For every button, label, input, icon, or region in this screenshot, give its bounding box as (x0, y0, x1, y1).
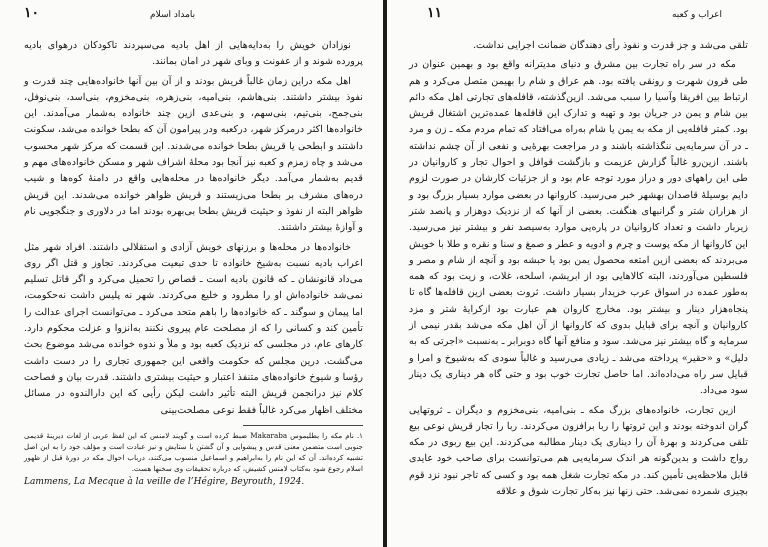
left-page (0, 0, 383, 547)
left-paragraph-3: خانواده‌ها در محله‌ها و برزنهای خویش آزادی و استقلالی داشتند. افراد شهر مثل اعراب بادیه نسبت به‌شیخ خانواده تا حدی تبعیت می‌کردند. تجاوز و قتل اگر روی می‌داد قانونشان ـ که قانون بادیه است ـ قصاص را تحمیل می‌کرد و اگر قاتل تسلیم نمی‌شد خانواده‌اش او را مطرود و خلیع می‌کردند. شهر نه پلیس داشت نه‌حکومت، اما پیمان و سوگند ـ که خانواده‌ها را باهم متحد می‌کرد ـ می‌توانست اجرای عدالت را تأمین کند و کسانی را که از مصلحت عام پیروی نکنند به‌انزوا و عزلت محکوم دارد. کارهای عام، در مجلسی که نزدیک کعبه بود و ملأ و ندوه خوانده می‌شد موضوع بحث می‌گشت. درین مجلس که حکومت واقعی این جمهوری تجاری را در دست داشت رؤسا و شیوخ خانواده‌های متنفذ اعتبار و حیثیت بیشتری داشتند. قدرت بیان و فصاحت کلام نیز درانجمن قریش البته تأثیر داشت لیکن رأیی که این دارالندوه در مسائل مختلف اظهار می‌کرد غالباً فقط نوعی مصلحت‌بینی (24, 241, 363, 416)
footnote-divider (243, 425, 363, 426)
left-footnote-reference: Lammens, La Mecque à la veille de l’Hégire, Beyrouth, 1924. (24, 476, 305, 487)
right-page (387, 0, 768, 547)
right-paragraph-3: ازین تجارت، خانواده‌های بزرگ مکه ـ بنی‌امیه، بنی‌مخزوم و دیگران ـ ثروتهایی گران اندوخته بودند و این ثروتها را ربا برافزون می‌کردند. ربا را تجار قریش نوعی بیع تلقی می‌کردند و بهرهٔ آن را دیناری یک دینار مطالبه می‌کردند. این بیع ربوی در مکه رواج داشت و بدین‌گونه هر اندک سرمایه‌یی هم می‌توانست برای صاحب خود عایدی قابل ملاحظه‌یی تأمین کند. در مکه تجارت شغل همه بود و کسی که تاجر نبود نزد قوم بچیزی شمرده نمی‌شد. حتی زنها نیز به‌کار تجارت شوق و علاقه (409, 404, 748, 498)
left-page-number: ۱۰ (24, 5, 40, 21)
right-paragraph-2: مکه در سر راه تجارت بین مشرق و دنیای مدیترانه واقع بود و بهمین عنوان در طی قرون شهرت و رونقی یافته بود. هم عراق و شام را بهیمن متصل می‌کرد و هم ارتباط بین افریقا وآسیا را سبب می‌شد. ازین‌گذشته، قافله‌های تجارتی اهل مکه دائم بین شام و یمن در جریان بود و تهیه و تدارک این قافله‌ها عمده‌ترین اشتغال قریش بود. کمتر قافله‌یی از مکه به یمن یا شام به‌راه می‌افتاد که تمام مردم مکه ـ زن و مرد ـ در آن سرمایه‌یی ننگذاشته باشند و در مراجعت بهرهٔ‌یی و نفعی از آن چشم نداشته باشند. ازین‌رو غالباً گزارش عزیمت و بازگشت قوافل و احوال تجار و کاروانیان در طی این راههای دور و دراز مورد توجه عام بود و از جزئیات کارشان در صورت لزوم دایم بوسیلهٔ قاصدان بهشهر خبر می‌رسید. کاروانها در بعضی موارد بسیار بزرگ بود و از هزاران شتر و گرانبهای هنگفت. بعضی از آنها که از نزدیک دوهزار و پانصد شتر زیربار داشت و تعداد کاروانیان در پاره‌یی موارد به‌سیصد نفر و بیشتر نیز می‌رسید. این کاروانها از مکه پوست و چرم و ادویه و عطر و صمغ و سنا و نقره و طلا با خویش می‌بردند که بعضی ازین امتعه محصول یمن بود یا حبشه بود و آنچه از شام و مصر و فلسطین می‌آوردند، البته کالاهایی بود از ابریشم، اسلحه، غلات، و زیت بود که همه به‌طور عمده در اسواق عرب خریدار بسیار داشت. ثروت بعضی ازین قافله‌ها گاه تا پنجاه‌هزار دینار و بیشتر بود. مخارج کاروان هم عبارت بود ازکرایهٔ شتر و مزد کاروانیان و آنچه برای قبایل بدوی که کاروانها از آن اهل مکه می‌شد بقدر نیمی از سرمایه و گاه بیشتر نیز می‌شد. سود و منافع آنها گاه دوبرابر ـ به‌نسبت «اجرتی که به دلیل» و «حقیر» پرداخته می‌شد ـ زیادی می‌رسید و غالباً سودی که به‌شیوخ و امرا و قبایل سر راه می‌داده‌اند. اما حاصل تجارت خوب بود و حتی گاه هر دیناری یک دینار سود می‌داد. (409, 59, 748, 397)
left-running-head (0, 5, 383, 26)
left-footnote: ۱. نام مکه را بطلیموس Makaraba ضبط کرده است و گویند لامنس که این لفظ عربی از لغات دیرینهٔ قدیمی جنوبی است متضمن معنی قدس و پیشوایی و آن گشتن با ستایش و نیز عبادت است و مؤلف خود را به این اصل تشبیه کرده‌اند. آن که این نام را به‌ابراهیم و اسماعیل منسوب می‌کنند، درباب احوال مکه در دورهٔ قبل از ظهور اسلام رجوع شود به‌کتاب لامنس کشیش، که درباره تحقیقات وی سخنها هست. (24, 430, 364, 473)
right-paragraph-1: تلقی می‌شد و جز قدرت و نفوذ رأی دهندگان ضمانت اجرایی نداشت. (472, 40, 748, 51)
right-running-title: اعراب و کعبه (671, 10, 722, 20)
left-paragraph-2: اهل مکه دراین زمان غالباً قریش بودند و از آن بین آنها خانواده‌هایی چند قدرت و نفوذ بیشتر داشتند. بنی‌هاشم، بنی‌امیه، بنی‌زهره، بنی‌مخزوم، بنی‌اسد، بنی‌نوفل، بنی‌جمح، بنی‌تیم، بنی‌سهم، و بنی‌عدی ازین چند خانواده به‌شمار می‌آمدند. این خانواده‌ها اکثر درمرکز شهر، درکعبه ودر پیرامون آن که بطحا خوانده می‌شد، سکونت داشتند و ابطحی یا قریش بطحا خوانده می‌شدند. این قسمت که مرکز شهر محسوب می‌شد و چاه زمزم و کعبه نیز آنجا بود محلهٔ اشراف شهر و مسکن خانواده‌های مهم و قدیم به‌شمار می‌آمد. دیگر خانواده‌ها در محله‌هایی واقع در دامنهٔ کوه‌ها و شیب دره‌های مشرف بر بطحا می‌زیستند و قریش ظواهر خوانده می‌شدند. این قریش ظواهر البته از نفوذ و حیثیت قریش بطحا بی‌بهره بودند اما در دلاوری و جنگجویی نام و آوازهٔ بیشتر داشتند. (24, 75, 363, 234)
left-body-text (24, 38, 363, 419)
left-paragraph-1: نوزادان خویش را به‌دایه‌هایی از اهل بادیه می‌سپردند تاکودکان درهوای بادیه پرورده شوند و از عفونت و وبای شهر در امان بمانند. (24, 40, 363, 68)
right-page-number: ۱۱ (427, 5, 443, 21)
right-body-text (409, 38, 748, 500)
right-running-head (387, 5, 768, 26)
left-running-title: بامداد اسلام (150, 10, 196, 20)
